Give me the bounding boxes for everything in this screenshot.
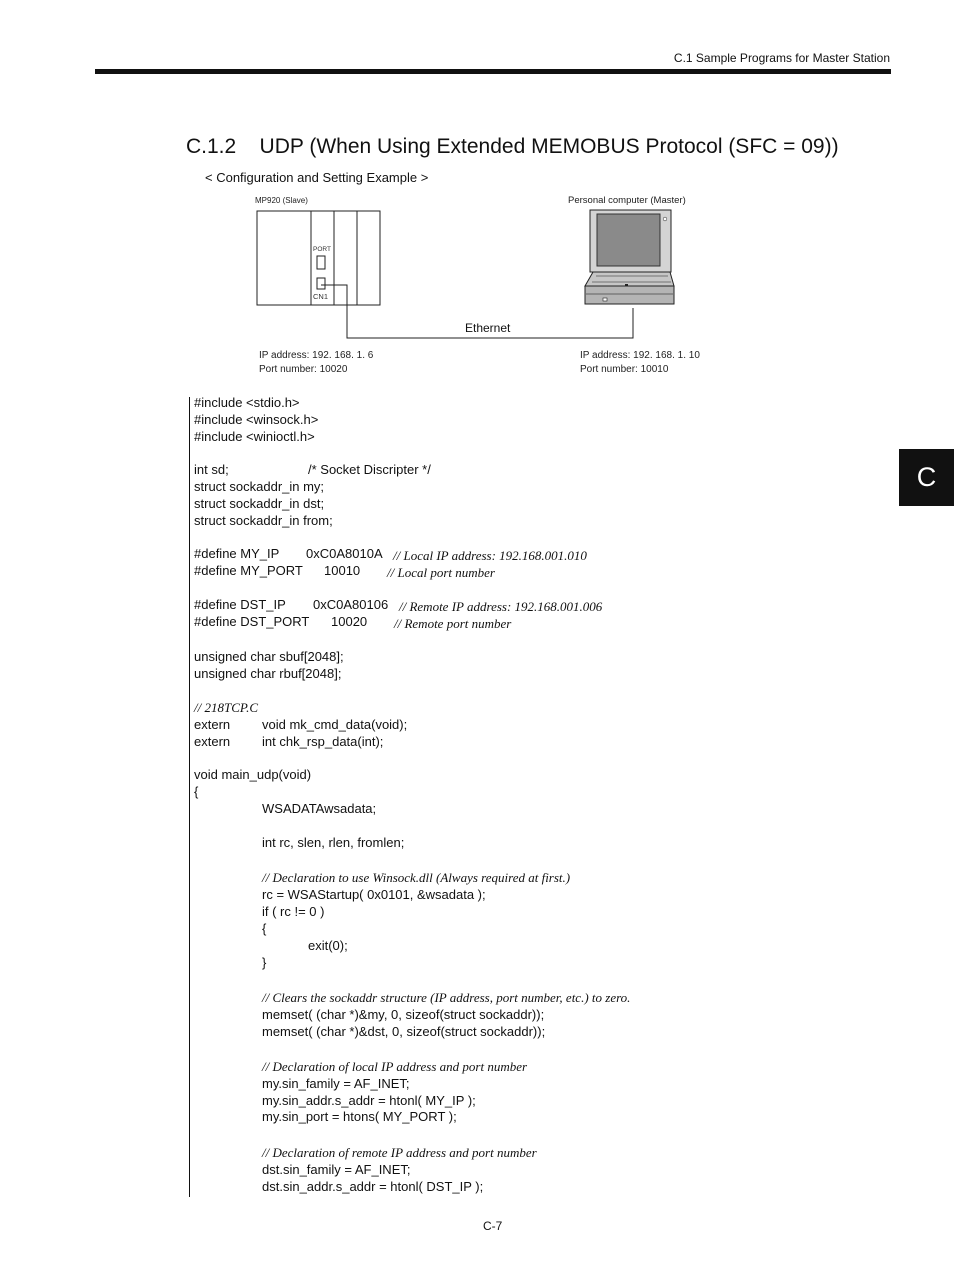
appendix-tab: C — [899, 449, 954, 506]
code-comment: // Declaration to use Winsock.dll (Always required at first.) — [262, 870, 571, 885]
code-value: 10020 — [331, 614, 368, 629]
master-label: Personal computer (Master) — [568, 195, 686, 206]
code-line: dst.sin_addr.s_addr = htonl( DST_IP ); — [262, 1179, 484, 1194]
page-number: C-7 — [483, 1219, 503, 1233]
header-rule — [95, 69, 891, 74]
code-line: my.sin_addr.s_addr = htonl( MY_IP ); — [262, 1093, 476, 1108]
code-line: { — [194, 784, 199, 799]
port-label: PORT — [313, 246, 331, 253]
code-comment: // Remote IP address: 192.168.001.006 — [399, 599, 603, 614]
code-comment: // Remote port number — [394, 616, 512, 631]
code-line: void main_udp(void) — [194, 767, 312, 782]
code-value: 0xC0A8010A — [306, 546, 383, 561]
code-line: my.sin_port = htons( MY_PORT ); — [262, 1109, 457, 1124]
code-line: #include <winsock.h> — [194, 412, 319, 427]
code-line: unsigned char rbuf[2048]; — [194, 666, 342, 681]
code-line: #define MY_PORT — [194, 563, 303, 578]
code-value: 10010 — [324, 563, 361, 578]
slave-label: MP920 (Slave) — [255, 196, 308, 205]
code-line: struct sockaddr_in from; — [194, 513, 333, 528]
ethernet-label: Ethernet — [465, 321, 511, 335]
master-port-number: Port number: 10010 — [580, 364, 669, 375]
code-line: struct sockaddr_in dst; — [194, 496, 325, 511]
code-line: } — [262, 955, 267, 970]
code-comment: // Local IP address: 192.168.001.010 — [393, 548, 587, 563]
diagram-caption: < Configuration and Setting Example > — [205, 170, 429, 185]
code-line: #define DST_IP — [194, 597, 286, 612]
code-line: int chk_rsp_data(int); — [262, 734, 384, 749]
section-title: C.1.2 UDP (When Using Extended MEMOBUS Protocol (SFC = 09)) — [186, 135, 839, 158]
code-line: int rc, slen, rlen, fromlen; — [262, 835, 405, 850]
code-margin-rule — [189, 397, 190, 1197]
code-line: exit(0); — [308, 938, 348, 953]
network-diagram — [250, 190, 720, 380]
code-line: rc = WSAStartup( 0x0101, &wsadata ); — [262, 887, 486, 902]
code-comment: // Local port number — [387, 565, 495, 580]
code-line: void mk_cmd_data(void); — [262, 717, 408, 732]
code-line: struct sockaddr_in my; — [194, 479, 325, 494]
code-line: dst.sin_family = AF_INET; — [262, 1162, 411, 1177]
code-comment: /* Socket Discripter */ — [308, 462, 431, 477]
slave-ip-address: IP address: 192. 168. 1. 6 — [259, 350, 374, 361]
code-line: unsigned char sbuf[2048]; — [194, 649, 344, 664]
code-line: #include <winioctl.h> — [194, 429, 315, 444]
port-connector — [317, 256, 325, 269]
master-ip-address: IP address: 192. 168. 1. 10 — [580, 350, 700, 361]
code-line: my.sin_family = AF_INET; — [262, 1076, 410, 1091]
code-line: int sd; — [194, 462, 229, 477]
slave-port-number: Port number: 10020 — [259, 364, 348, 375]
code-line: if ( rc != 0 ) — [262, 904, 325, 919]
laptop-icon — [585, 210, 674, 304]
code-line: memset( (char *)&dst, 0, sizeof(struct sockaddr)); — [262, 1024, 546, 1039]
code-value: 0xC0A80106 — [313, 597, 389, 612]
code-line: #include <stdio.h> — [194, 395, 300, 410]
code-line: WSADATAwsadata; — [262, 801, 377, 816]
code-line: #define MY_IP — [194, 546, 280, 561]
running-header: C.1 Sample Programs for Master Station — [673, 51, 890, 65]
code-line: extern — [194, 734, 231, 749]
code-line: memset( (char *)&my, 0, sizeof(struct sockaddr)); — [262, 1007, 545, 1022]
cn1-connector — [317, 278, 325, 289]
code-comment: // Clears the sockaddr structure (IP address, port number, etc.) to zero. — [262, 990, 631, 1005]
code-line: extern — [194, 717, 231, 732]
code-line: #define DST_PORT — [194, 614, 310, 629]
code-line: { — [262, 921, 267, 936]
code-comment: // Declaration of remote IP address and port number — [262, 1145, 537, 1160]
code-comment: // Declaration of local IP address and port number — [262, 1059, 528, 1074]
code-comment: // 218TCP.C — [194, 700, 259, 715]
cn1-label: CN1 — [313, 292, 329, 301]
